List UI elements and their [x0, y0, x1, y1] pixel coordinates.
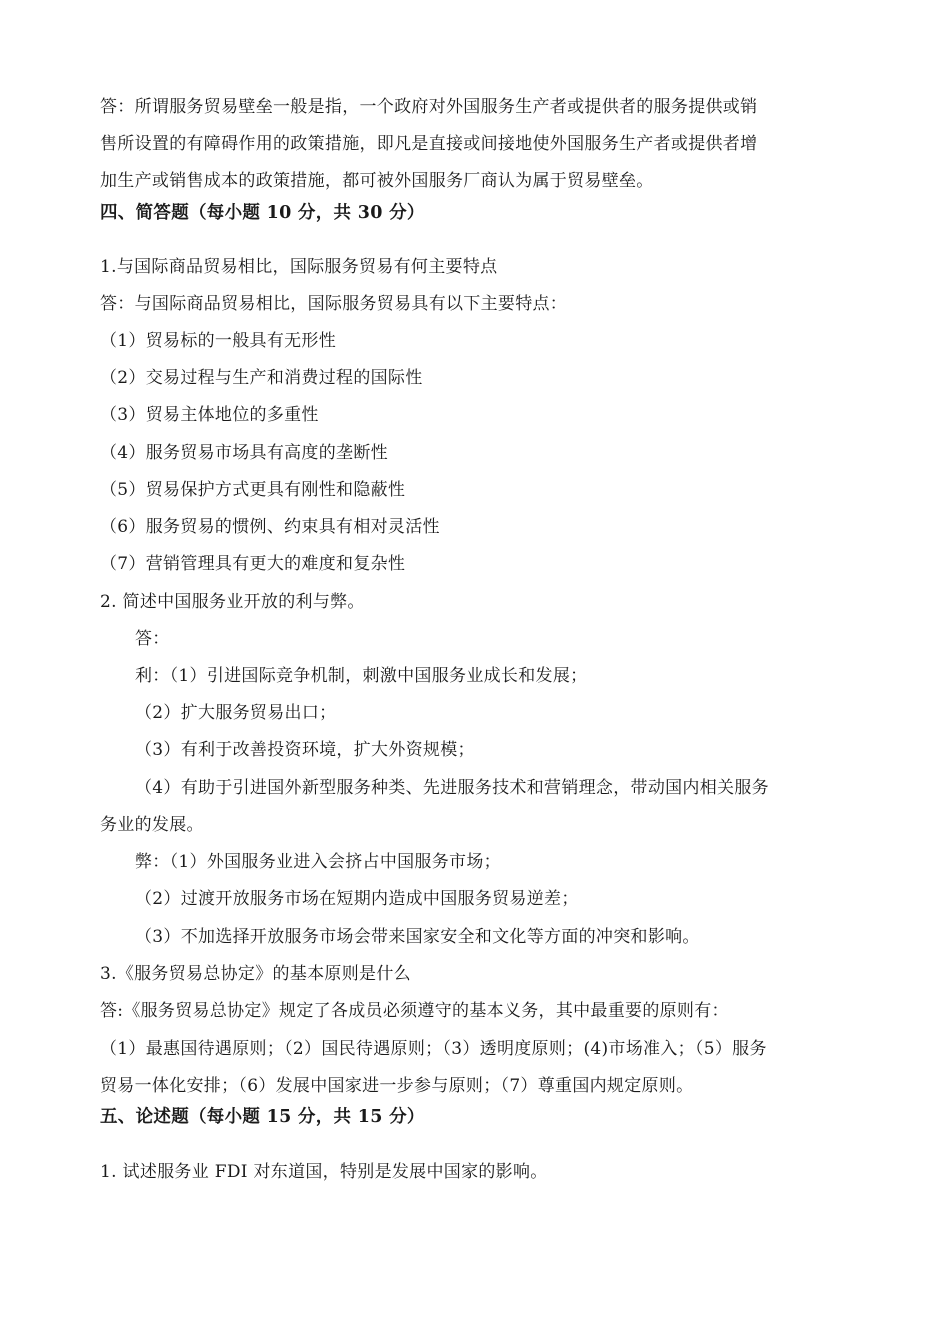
point-item: （7）营销管理具有更大的难度和复杂性: [100, 554, 406, 574]
answer-line: 答：所谓服务贸易壁垒一般是指，一个政府对外国服务生产者或提供者的服务提供或销: [100, 97, 758, 117]
answer-line: 售所设置的有障碍作用的政策措施，即凡是直接或间接地使外国服务生产者或提供者增: [100, 134, 758, 154]
answer-line: 答:《服务贸易总协定》规定了各成员必须遵守的基本义务，其中最重要的原则有：: [100, 1001, 729, 1021]
pro-item: 利：（1）引进国际竞争机制，刺激中国服务业成长和发展；: [135, 666, 588, 686]
answer-line: 加生产或销售成本的政策措施，都可被外国服务厂商认为属于贸易壁垒。: [100, 171, 654, 191]
answer-intro: 答：与国际商品贸易相比，国际服务贸易具有以下主要特点：: [100, 294, 568, 314]
question-3: 3.《服务贸易总协定》的基本原则是什么: [100, 964, 411, 984]
pro-item: （3）有利于改善投资环境，扩大外资规模；: [135, 740, 475, 760]
pro-item: 务业的发展。: [100, 815, 204, 835]
pro-item: （4）有助于引进国外新型服务种类、先进服务技术和营销理念，带动国内相关服务: [135, 778, 769, 798]
point-item: （6）服务贸易的惯例、约束具有相对灵活性: [100, 517, 440, 537]
point-item: （1）贸易标的一般具有无形性: [100, 331, 337, 351]
con-item: （3）不加选择开放服务市场会带来国家安全和文化等方面的冲突和影响。: [135, 927, 700, 947]
answer-line: 贸易一体化安排；（6）发展中国家进一步参与原则；（7）尊重国内规定原则。: [100, 1076, 694, 1096]
point-item: （4）服务贸易市场具有高度的垄断性: [100, 443, 388, 463]
con-item: （2）过渡开放服务市场在短期内造成中国服务贸易逆差；: [135, 889, 579, 909]
question-2: 2. 简述中国服务业开放的利与弊。: [100, 592, 365, 612]
con-item: 弊：（1）外国服务业进入会挤占中国服务市场；: [135, 852, 501, 872]
essay-question-1: 1. 试述服务业 FDI 对东道国，特别是发展中国家的影响。: [100, 1162, 548, 1182]
point-item: （2）交易过程与生产和消费过程的国际性: [100, 368, 423, 388]
point-item: （5）贸易保护方式更具有刚性和隐蔽性: [100, 480, 406, 500]
point-item: （3）贸易主体地位的多重性: [100, 405, 319, 425]
section-heading-5: 五、论述题（每小题 15 分，共 15 分）: [100, 1107, 425, 1127]
answer-line: （1）最惠国待遇原则；（2）国民待遇原则；（3）透明度原则；(4)市场准入；（5）服务: [100, 1039, 767, 1059]
answer-label: 答：: [135, 629, 170, 649]
question-1: 1.与国际商品贸易相比，国际服务贸易有何主要特点: [100, 257, 498, 277]
pro-item: （2）扩大服务贸易出口；: [135, 703, 337, 723]
section-heading-4: 四、简答题（每小题 10 分，共 30 分）: [100, 203, 425, 223]
